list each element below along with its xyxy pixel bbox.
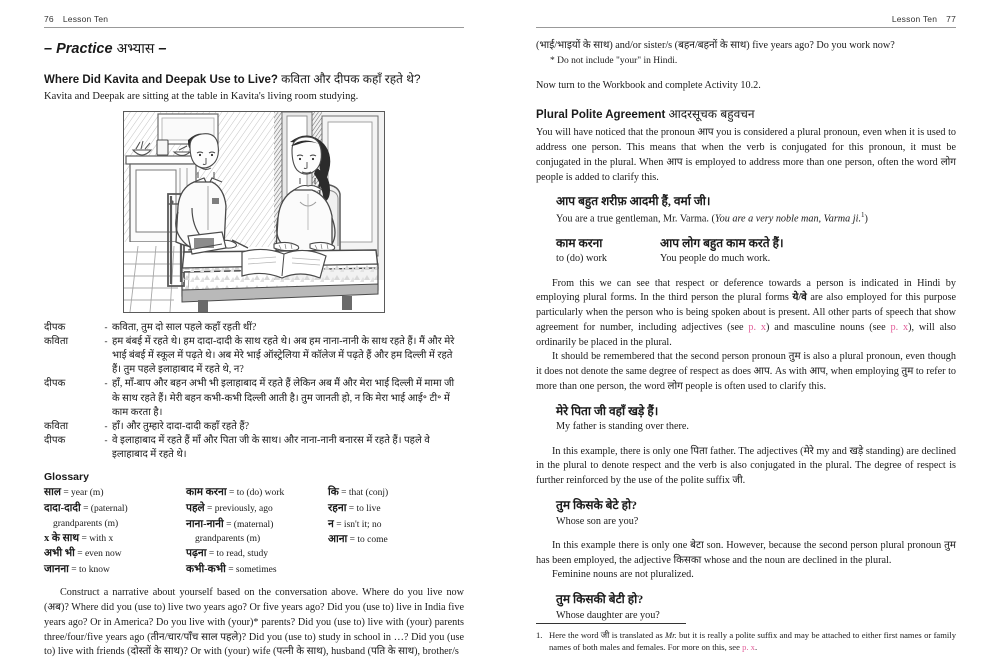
footnote-number: 1. — [536, 629, 543, 640]
section-heading-left — [44, 72, 464, 88]
dialogue-row — [44, 335, 464, 378]
example-2-left-column — [556, 236, 660, 266]
dialogue-speaker: दीपक — [44, 435, 66, 447]
glossary-item — [186, 501, 322, 517]
example-2-english-left: to (do) work — [556, 253, 607, 265]
dialogue-text: कविता, तुम दो साल पहले कहाँ रहती थीं? — [112, 321, 257, 333]
glossary-term: दादा-दादी — [44, 502, 81, 514]
paragraph-1-block — [536, 126, 956, 185]
running-head-right — [536, 14, 956, 28]
glossary-term: रहना — [328, 502, 347, 514]
paragraph-5: In this example there is only one बेटा son. However, because the second person plural pronoun तुम has been employed, the adjective किसका whose and the noun are declined in the plural. — [536, 539, 956, 566]
glossary-definition: = previously, ago — [207, 503, 273, 514]
star-footnote: * Do not include "your" in Hindi. — [550, 55, 678, 66]
illustration-wrap — [44, 111, 464, 313]
glossary-columns — [44, 485, 464, 577]
example-5 — [556, 592, 956, 622]
glossary-definition: = sometimes — [228, 564, 277, 575]
section-subtitle: Kavita and Deepak are sitting at the table in Kavita's living room studying. — [44, 90, 359, 102]
exercise-paragraph: Construct a narrative about yourself based on the conversation above. Where do you live now (अब)? Where did you (use to) live two years ago? Or five years ago? Did you (use to) live in India five years ago? Or in America? Do you live with (your)* parents? Did you (use to) live with (your) parents three/four/five years ago (तीन/चार/पाँच साल पहले)? Did you (use to) study in school in …? Did you (use to) live with friends (दोस्तों के साथ)? Or with (your) wife (पत्नी के साथ), husband (पति के साथ), brother/s — [44, 587, 464, 658]
example-4 — [556, 498, 956, 528]
glossary-definition: = year (m) — [63, 488, 104, 499]
glossary-term: न — [328, 518, 334, 530]
paragraph-4-block — [536, 445, 956, 489]
example-1-footnote-marker: 1 — [861, 211, 865, 220]
example-1 — [556, 194, 956, 225]
glossary-term: पढ़ना — [186, 548, 207, 560]
footnote-text-before: Here the word जी is translated as — [549, 629, 665, 640]
lesson-label-left: Lesson Ten — [62, 14, 109, 24]
glossary-definition: = to know — [71, 564, 110, 575]
illustration-svg — [124, 112, 384, 312]
example-1-english — [556, 211, 956, 226]
dialogue-row — [44, 420, 464, 434]
glossary-definition: = isn't it; no — [336, 519, 382, 530]
plural-polite-heading-devanagari: आदरसूचक बहुवचन — [668, 107, 755, 122]
continuation-block — [536, 39, 956, 54]
lesson-label-right: Lesson Ten — [891, 14, 938, 24]
footnote-block — [536, 623, 956, 653]
glossary-definition: = to come — [349, 535, 388, 546]
glossary-definition: = that (conj) — [341, 488, 389, 499]
dialogue-row — [44, 434, 464, 462]
example-5-english: Whose daughter are you? — [556, 609, 660, 621]
cross-reference-link[interactable]: p. x — [748, 321, 766, 333]
glossary-term: साल — [44, 487, 61, 499]
glossary-item — [186, 532, 322, 546]
glossary-term: x के साथ — [44, 532, 80, 544]
glossary-term: कभी-कभी — [186, 563, 226, 575]
practice-heading-devanagari: अभ्यास — [116, 40, 155, 56]
glossary-item — [44, 485, 180, 501]
cross-reference-link[interactable]: p. x — [890, 321, 909, 333]
page-number-right: 77 — [946, 14, 956, 24]
dialogue-dash: - — [104, 378, 108, 389]
glossary-term: पहले — [186, 502, 205, 514]
example-3-english: My father is standing over there. — [556, 421, 689, 433]
glossary-item — [328, 517, 464, 533]
glossary-definition: = (maternal) — [226, 519, 274, 530]
section-heading-english: Where Did Kavita and Deepak Use to Live? — [44, 74, 278, 86]
glossary-term: आना — [328, 534, 348, 546]
footnote-body — [536, 629, 956, 653]
glossary-item — [44, 562, 180, 578]
dialogue-text: हाँ, माँ-बाप और बहन अभी भी इलाहाबाद में रहते हैं लेकिन अब मैं और मेरा भाई दिल्ली में मामा जी के साथ रहते हैं। मेरी बहन कभी-कभी दिल्ली आती है। तुम जानती हो, न कि मेरा भाई आई॰ टी॰ में काम करता है। — [112, 378, 455, 418]
paragraph-2-part-c: ), will also ordinarily be placed in the plural. — [536, 321, 957, 348]
dialogue-text: हम बंबई में रहते थे। हम दादा-दादी के साथ रहते थे। अब हम नाना-नानी के साथ रहते हैं। मैं और मेरे भाई बंबई में स्कूल में पढ़ते थे। अब मेरे भाई ऑस्ट्रेलिया में कॉलेज में पढ़ते हैं और हम दिल्ली में रहते हैं। तुम पहले इलाहाबाद में रहते थे, न? — [112, 335, 455, 376]
glossary-term: अभी भी — [44, 548, 75, 560]
glossary-column — [186, 485, 328, 577]
continuation-paragraph: (भाई/भाइयों के साथ) and/or sister/s (बहन/बहनों के साथ) five years ago? Do you work now? — [536, 40, 895, 51]
example-1-english-plain: You are a true gentleman, Mr. Varma. ( — [556, 213, 715, 225]
glossary-column — [328, 485, 464, 577]
dialogue-dash: - — [104, 335, 108, 346]
glossary-definition: = (paternal) — [83, 503, 128, 514]
footnote-rule — [536, 623, 686, 624]
glossary-item — [186, 562, 322, 578]
dialogue-speaker: दीपक — [44, 378, 66, 390]
illustration-study-scene — [123, 111, 385, 313]
glossary-item — [328, 532, 464, 548]
footnote-text — [549, 629, 956, 653]
section-heading-devanagari: कविता और दीपक कहाँ रहते थे? — [281, 72, 421, 86]
glossary-column — [44, 485, 186, 577]
glossary-definition: = to read, study — [208, 549, 268, 560]
footnote-text-italic: Mr. — [664, 629, 677, 640]
footnote-cross-reference[interactable]: p. x — [742, 641, 755, 652]
glossary-item — [186, 517, 322, 533]
glossary-definition: grandparents (m) — [195, 534, 261, 545]
example-2-hindi-left: काम करना — [556, 235, 603, 250]
exercise-paragraph-block — [44, 586, 464, 660]
right-page — [500, 0, 1000, 667]
paragraph-4: In this example, there is only one पिता father. The adjectives (मेरे my and खड़े standing) are declined in the plural to denote respect and the verb is also conjugated in the plural. The degree of respect is further reinforced by the use of the polite suffix जी. — [536, 445, 956, 487]
example-2-hindi-right: आप लोग बहुत काम करते हैं। — [660, 235, 784, 250]
plural-polite-heading-english: Plural Polite Agreement — [536, 109, 666, 122]
workbook-instruction: Now turn to the Workbook and complete Activity 10.2. — [536, 79, 761, 91]
glossary-item — [328, 485, 464, 501]
footnote-text-end: . — [754, 641, 758, 652]
dialogue-row — [44, 377, 464, 420]
dialogue-text: हाँ। और तुम्हारे दादा-दादी कहाँ रहते हैं? — [112, 420, 250, 432]
footnote-text-after: but it is really a polite suffix and may be attached to either first names or family names of both males and females. For more on this, see — [549, 629, 956, 652]
glossary-term: नाना-नानी — [186, 518, 224, 530]
glossary-item — [328, 501, 464, 517]
practice-dash-right: – — [158, 41, 167, 57]
example-3 — [556, 404, 956, 434]
running-head-left — [44, 14, 464, 28]
paragraph-2-part-a: From this we can see that respect or deference towards a person is indicated in Hindi by employing plural forms. In the third person the plural forms ये/वे are also employed for this purpose particularly when the person who is being spoken about is present. All other parts of speech that show agreement for number, including adjectives (see — [536, 277, 956, 333]
paragraph-2-part-b: ) and masculine nouns (see — [765, 321, 891, 333]
example-1-english-italic: You are a very noble man, Varma ji. — [714, 213, 862, 225]
dialogue-text: वे इलाहाबाद में रहते हैं माँ और पिता जी के साथ। और नाना-नानी बनारस में रहते हैं। पहले वे इलाहाबाद में रहते थे। — [112, 435, 430, 461]
example-5-hindi: तुम किसकी बेटी हो? — [556, 592, 644, 607]
dialogue-dash: - — [104, 435, 108, 446]
glossary-definition: = with x — [81, 533, 114, 544]
dialogue-dash: - — [104, 321, 108, 332]
dialogue-block — [44, 321, 464, 463]
glossary-item — [44, 531, 180, 547]
glossary-term: जानना — [44, 563, 69, 575]
glossary-term: कि — [328, 487, 339, 499]
example-1-hindi: आप बहुत शरीफ़ आदमी हैं, वर्मा जी। — [556, 194, 711, 209]
page-number-left: 76 — [44, 14, 54, 24]
glossary-item — [44, 517, 180, 531]
glossary-item — [186, 485, 322, 501]
dialogue-speaker: दीपक — [44, 321, 66, 333]
glossary-item — [186, 546, 322, 562]
paragraph-3: It should be remembered that the second person pronoun तुम is also a plural pronoun, even though it does not denote the same degree of respect as does आप. As with आप, when employing तुम to refer to more than one person, the word लोग people is often used to clarify this. — [536, 351, 956, 392]
paragraph-5-block — [536, 539, 956, 583]
glossary-item — [44, 501, 180, 517]
paragraph-2-block — [536, 277, 956, 395]
example-4-english: Whose son are you? — [556, 515, 639, 527]
glossary-term: काम करना — [186, 487, 227, 499]
example-2-right-column — [660, 236, 956, 266]
practice-heading — [44, 39, 464, 58]
dialogue-row — [44, 321, 464, 335]
practice-heading-english: Practice — [56, 41, 113, 57]
glossary-definition: = to (do) work — [228, 488, 285, 499]
example-2 — [556, 236, 956, 266]
paragraph-2 — [536, 277, 956, 351]
section-heading-right — [536, 107, 956, 123]
glossary-definition: = even now — [77, 549, 122, 560]
dialogue-speaker: कविता — [44, 420, 69, 432]
glossary-item — [44, 546, 180, 562]
paragraph-1: You will have noticed that the pronoun आप you is considered a plural pronoun, even when it is used to address one person. This means that when the verb is conjugated for this pronoun, it must be conjugated in the plural. When आप is employed to address more than one person, often the word लोग people is added to clarify this. — [536, 127, 956, 183]
example-2-english-right: You people do much work. — [660, 253, 771, 265]
dialogue-speaker: कविता — [44, 335, 69, 347]
practice-dash-left: – — [44, 41, 53, 57]
example-1-english-close: ) — [864, 213, 868, 225]
glossary-title: Glossary — [44, 471, 89, 484]
glossary-definition: grandparents (m) — [53, 518, 119, 529]
glossary-definition: = to live — [348, 503, 381, 514]
dialogue-dash: - — [104, 420, 108, 431]
example-3-hindi: मेरे पिता जी वहाँ खड़े हैं। — [556, 403, 659, 418]
example-4-hindi: तुम किसके बेटे हो? — [556, 497, 638, 512]
paragraph-6: Feminine nouns are not pluralized. — [552, 569, 694, 581]
